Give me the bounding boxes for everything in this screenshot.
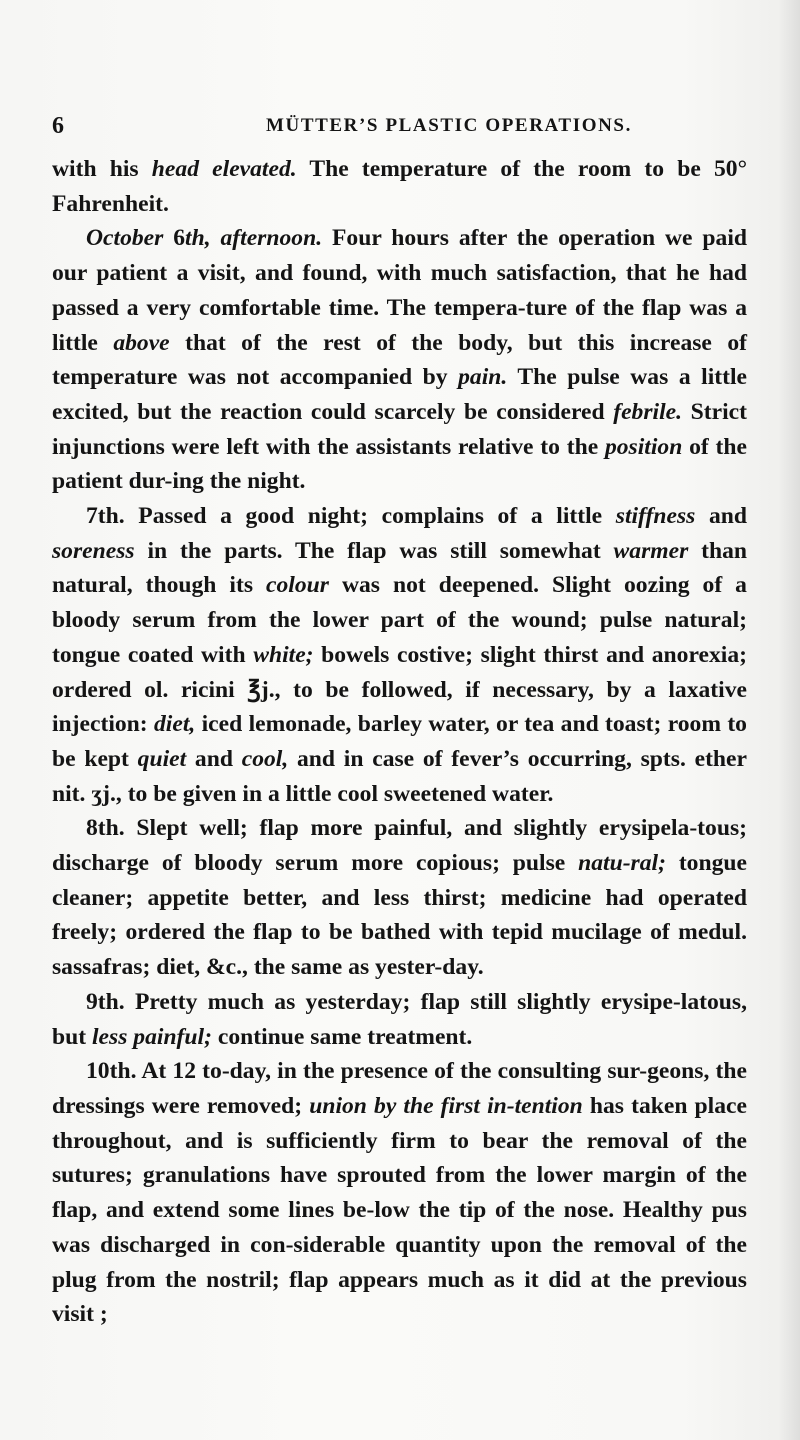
- italic-run: pain.: [458, 364, 508, 391]
- text-run: and in case of fever’s occurring, spts. ether nit. ʒj., to be given in a little cool sweetened water.: [52, 745, 748, 807]
- italic-run: less painful;: [92, 1023, 212, 1050]
- text-run: Strict injunctions were left with the assistants relative to the: [52, 398, 747, 460]
- italic-run: th, afternoon.: [185, 225, 323, 252]
- text-run: tongue cleaner; appetite better, and less thirst; medicine had operated freely; ordered the flap to be bathed with tepid mucilage of medul. sassafras; diet, &c., the same as yester-day.: [52, 850, 747, 981]
- italic-run: warmer: [613, 537, 689, 564]
- italic-run: cool,: [241, 745, 289, 772]
- text-run: was not deepened. Slight oozing of a bloody serum from the lower part of the wound; pulse natural; tongue coated with: [52, 572, 747, 668]
- paragraph: [52, 152, 747, 221]
- paragraph: [52, 985, 747, 1054]
- text-run: continue same treatment.: [211, 1023, 473, 1050]
- italic-run: diet,: [154, 711, 196, 738]
- italic-run: October: [86, 225, 164, 252]
- running-head: [52, 113, 748, 143]
- text-run: of the patient dur-ing the night.: [52, 433, 747, 495]
- paragraph: [52, 499, 747, 811]
- running-head-title: MÜTTER’S PLASTIC OPERATIONS.: [266, 115, 632, 136]
- text-run: with his: [52, 156, 152, 182]
- text-run: than natural, though its: [52, 537, 748, 599]
- text-run: 9th. Pretty much as yesterday; flap still slightly erysipe-latous, but: [52, 988, 747, 1050]
- text-run: in the parts. The flap was still somewhat: [134, 537, 614, 564]
- italic-run: head elevated.: [151, 156, 297, 182]
- paragraph: [52, 1054, 747, 1332]
- text-run: iced lemonade, barley water, or tea and toast; room to be kept: [52, 711, 747, 772]
- italic-run: above: [113, 329, 170, 356]
- text-run: The pulse was a little excited, but the reaction could scarcely be considered: [52, 364, 747, 425]
- text-run: 6: [163, 225, 186, 252]
- italic-run: colour: [266, 572, 329, 599]
- italic-run: febrile.: [613, 398, 683, 425]
- paragraph: [52, 221, 747, 499]
- text-run: 8th. Slept well; flap more painful, and slightly erysipela-tous; discharge of bloody serum more copious; pulse: [52, 815, 747, 877]
- italic-run: soreness: [52, 537, 135, 564]
- text-run: that of the rest of the body, but this increase of temperature was not accompanied by: [52, 329, 748, 391]
- text-run: bowels costive; slight thirst and anorexia; ordered ol. ricini ℥j., to be followed, if necessary, by a laxative injection:: [52, 641, 747, 738]
- italic-run: white;: [253, 641, 314, 668]
- page-number: 6: [52, 113, 64, 139]
- text-run: has taken place throughout, and is sufficiently firm to bear the removal of the sutures; granulations have sprouted from the lower margin of the flap, and extend some lines be-low the tip of the nose. Healthy pus was discharged in con-siderable quantity upon the removal of the plug from the nostril; flap appears much as it did at the previous visit ;: [52, 1092, 747, 1328]
- text-run: 7th. Passed a good night; complains of a little: [86, 503, 616, 530]
- text-run: Four hours after the operation we paid our patient a visit, and found, with much satisfaction, that he had passed a very comfortable time. The tempera-ture of the flap was a little: [52, 225, 748, 356]
- italic-run: natu-ral;: [578, 850, 666, 877]
- italic-run: union by the first in-tention: [309, 1092, 583, 1119]
- text-run: 10th. At 12 to-day, in the presence of the consulting sur-geons, the dressings were removed;: [52, 1058, 747, 1119]
- paragraph: [52, 811, 747, 985]
- italic-run: stiffness: [615, 503, 696, 530]
- italic-run: position: [604, 433, 683, 460]
- italic-run: quiet: [137, 745, 187, 772]
- body-text: [52, 152, 747, 1332]
- text-run: The temperature of the room to be 50° Fahrenheit.: [52, 156, 748, 217]
- text-run: and: [695, 503, 747, 530]
- page-edge-shadow: [778, 0, 800, 1440]
- text-run: and: [186, 745, 242, 772]
